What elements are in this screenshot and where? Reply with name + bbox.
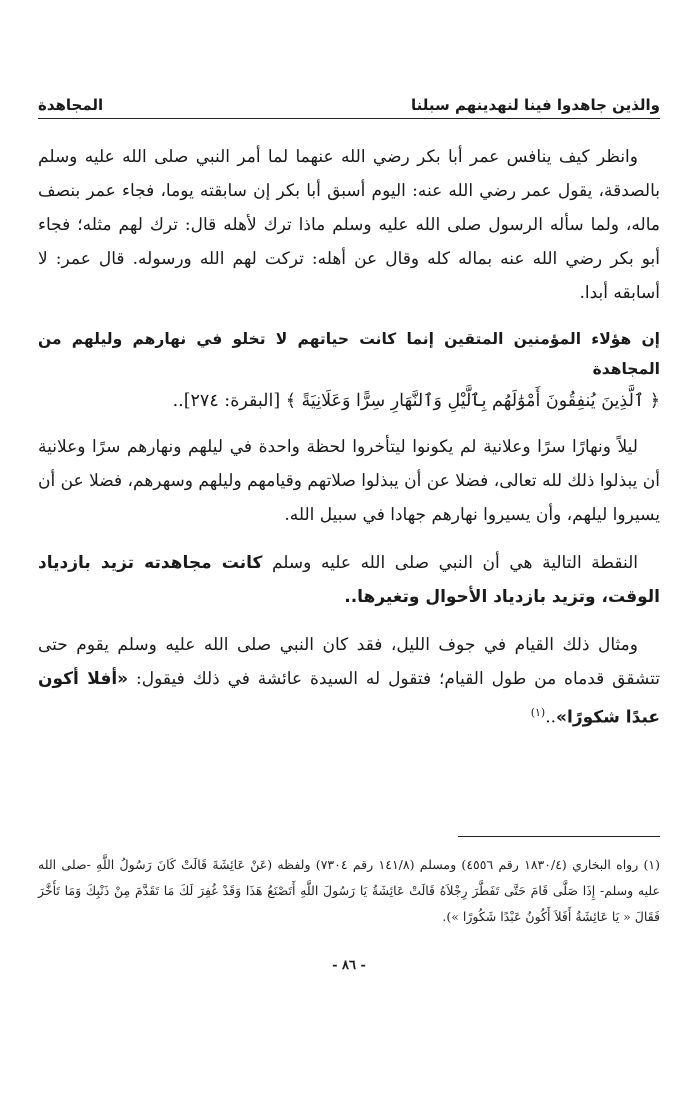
paragraph-next-point-bold: كانت مجاهدته تزيد بازدياد الوقت، وتزيد بازدياد الأحوال وتغيرها..: [38, 553, 660, 607]
paragraph-night-day: ليلاً ونهارًا سرًا وعلانية لم يكونوا ليتأخروا لحظة واحدة في ليلهم ونهارهم سرًا وعلانية أن يبذلوا ذلك لله تعالى، فضلا عن أن يبذلوا صلاتهم وقيامهم وليلهم وسهرهم، فضلا عن أن يسيروا ليلهم، وأن يسيروا نهارهم جهادا في سبيل الله.: [38, 437, 660, 525]
paragraph-omar-abubakr: وانظر كيف ينافس عمر أبا بكر رضي الله عنهما لما أمر النبي صلى الله عليه وسلم بالصدقة، يقول عمر رضي الله عنه: اليوم أسبق أبا بكر إن سابقته يوما، فجاء عمر بنصف ماله، ولما سأله الرسول صلى الله عليه وسلم ماذا ترك لأهله قال: ترك لهم مثله؛ فجاء أبو بكر رضي الله عنه بماله كله وقال عن أهله: تركت لهم الله ورسوله. قال عمر: لا أسابقه أبدا.: [38, 147, 660, 303]
footnote: (١) رواه البخاري (١٨٣٠/٤ رقم ٤٥٥٦) ومسلم (١٤١/٨ رقم ٧٣٠٤) ولفظه (عَنْ عَائِشَةَ قَالَتْ كَانَ رَسُولُ اللَّهِ -صلى الله عليه وسلم- إِذَا صَلَّى قَامَ حَتَّى تَفَطَّرَ رِجْلاَهُ قَالَتْ عَائِشَةُ يَا رَسُولَ اللَّهِ أَتَصْنَعُ هَذَا وَقَدْ غُفِرَ لَكَ مَا تَقَدَّمَ مِنْ ذَنْبِكَ وَمَا تَأَخَّرَ فَقَالَ « يَا عَائِشَةُ أَفَلاَ أَكُونُ عَبْدًا شَكُورًا »).: [38, 857, 661, 924]
footnote-reference: (١): [530, 706, 546, 719]
book-title: والذين جاهدوا فينا لنهدينهم سبلنا: [411, 96, 660, 114]
paragraph-night-prayer-end: ..: [545, 707, 557, 728]
running-header: [38, 92, 660, 119]
paragraph-night-prayer-text: ومثال ذلك القيام في جوف الليل، فقد كان النبي صلى الله عليه وسلم يقوم حتى تتشقق قدماه من طول القيام؛ فتقول له السيدة عائشة في ذلك فيقول:: [38, 635, 660, 689]
page-number: - ٨٦ -: [332, 958, 366, 973]
chapter-title: المجاهدة: [38, 96, 104, 114]
page-body: [38, 140, 660, 749]
paragraph-next-point: [38, 546, 660, 614]
paragraph-night-prayer: [38, 628, 660, 735]
hadith-quote: «أفلا أكون عبدًا شكورًا»: [38, 669, 660, 728]
section-heading: إن هؤلاء المؤمنين المتقين إنما كانت حياتهم لا تخلو في نهارهم وليلهم من المجاهدة: [38, 330, 660, 378]
quran-verse: ﴿ ٱلَّذِينَ يُنفِقُونَ أَمْوَٰلَهُم بِٱلَّيْلِ وَٱلنَّهَارِ سِرًّا وَعَلَانِيَةً ﴾ [البقرة: ٢٧٤]..: [172, 391, 660, 411]
paragraph-next-point-text: النقطة التالية هي أن النبي صلى الله عليه وسلم: [262, 553, 638, 573]
footnote-divider: [458, 836, 660, 837]
